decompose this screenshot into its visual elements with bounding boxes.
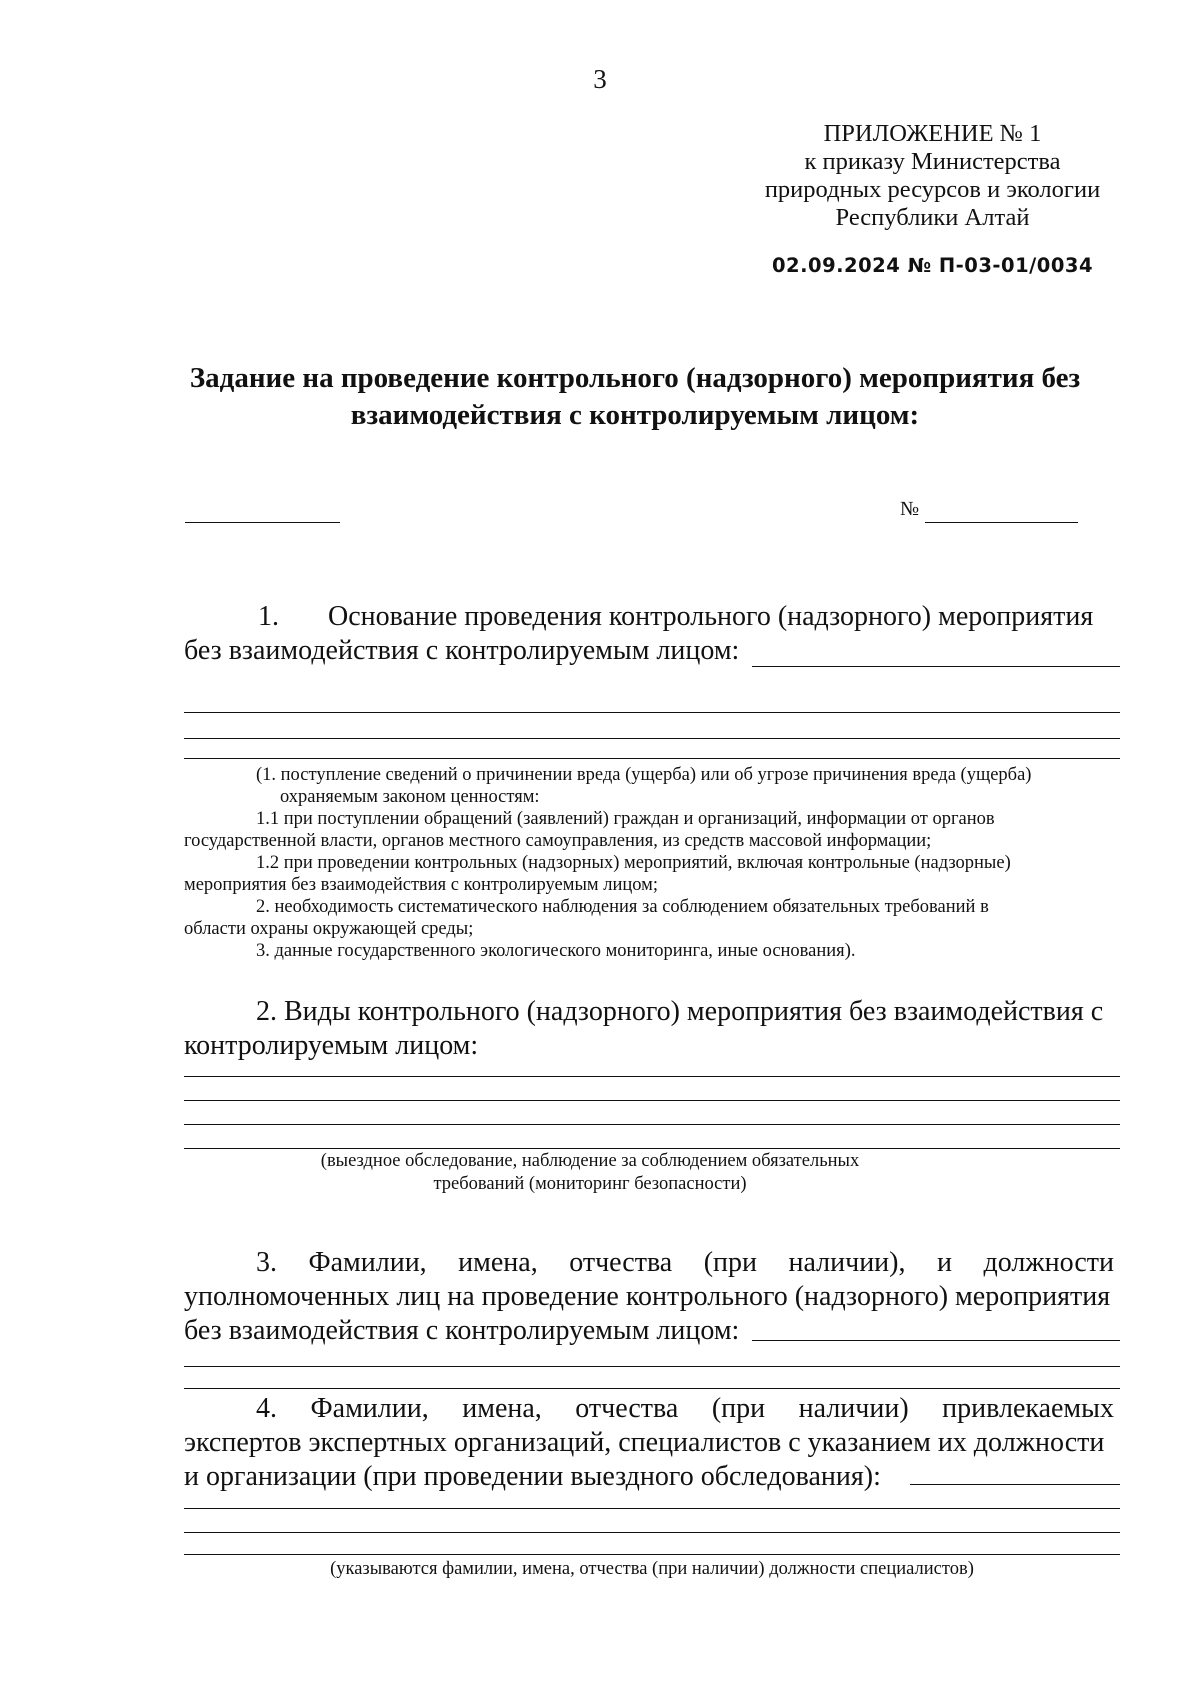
section3-blank-line — [184, 1366, 1120, 1367]
order-number: 02.09.2024 № П-03-01/0034 — [771, 254, 1094, 277]
section2 — [184, 995, 1114, 1063]
section3-word: имена, — [458, 1247, 538, 1278]
section1-blank-line — [184, 712, 1120, 713]
section4-word: Фамилии, — [310, 1393, 429, 1424]
section3-line1 — [184, 1246, 1114, 1280]
section4-line2: экспертов экспертных организаций, специалистов с указанием их должности — [184, 1427, 1105, 1458]
section3 — [184, 1246, 1114, 1348]
date-blank-line — [185, 522, 340, 523]
section1-blank-line — [184, 738, 1120, 739]
note-line: 1.1 при поступлении обращений (заявлений) граждан и организаций, информации от органов — [256, 809, 995, 829]
note-line: (1. поступление сведений о причинении вреда (ущерба) или об угрозе причинения вреда (ущерба) — [256, 765, 1032, 785]
caption-line: требований (мониторинг безопасности) — [433, 1174, 747, 1194]
appendix-line: ПРИЛОЖЕНИЕ № 1 — [823, 120, 1042, 147]
section4-word: привлекаемых — [942, 1393, 1114, 1424]
appendix-line: Республики Алтай — [835, 204, 1030, 231]
section3-inline-blank — [752, 1340, 1120, 1341]
section4-word: имена, — [462, 1393, 542, 1424]
section4-word: наличии) — [798, 1393, 909, 1424]
section2-line2: контролируемым лицом: — [184, 1030, 479, 1061]
section2-line1: 2. Виды контрольного (надзорного) мероприятия без взаимодействия с — [256, 996, 1104, 1027]
number-label: № — [900, 498, 920, 520]
section3-word: 3. — [256, 1247, 277, 1278]
note-line: охраняемым законом ценностям: — [280, 787, 540, 807]
section1-number: 1. — [258, 601, 279, 632]
caption-line: (выездное обследование, наблюдение за соблюдением обязательных — [320, 1151, 860, 1171]
number-blank-line — [925, 522, 1078, 523]
section1-line1 — [184, 600, 1114, 634]
section1 — [184, 600, 1114, 668]
section3-word: и — [936, 1247, 952, 1278]
section3-word: отчества — [569, 1247, 673, 1278]
section4-line1 — [184, 1392, 1114, 1426]
section4 — [184, 1392, 1114, 1494]
appendix-line: к приказу Министерства — [804, 148, 1061, 175]
section2-blank-line — [184, 1100, 1120, 1101]
section3-word: (при — [703, 1247, 758, 1278]
section4-word: (при — [711, 1393, 766, 1424]
section3-line3: без взаимодействия с контролируемым лицом: — [184, 1315, 740, 1346]
note-line: 2. необходимость систематического наблюдения за соблюдением обязательных требований в — [256, 897, 989, 917]
section4-word: отчества — [575, 1393, 679, 1424]
note-line: государственной власти, органов местного самоуправления, из средств массовой информации; — [184, 831, 932, 851]
title-line: взаимодействия с контролируемым лицом: — [350, 399, 920, 431]
section4-blank-line — [184, 1554, 1120, 1555]
section4-blank-line — [184, 1532, 1120, 1533]
section1-blank-line — [184, 758, 1120, 759]
section1-inline-blank — [752, 666, 1120, 667]
section4-blank-line — [184, 1508, 1120, 1509]
section2-blank-line — [184, 1124, 1120, 1125]
section4-caption: (указываются фамилии, имена, отчества (при наличии) должности специалистов) — [330, 1559, 974, 1579]
section3-word: наличии), — [788, 1247, 906, 1278]
section3-word: Фамилии, — [308, 1247, 427, 1278]
section2-blank-line — [184, 1148, 1120, 1149]
section1-notes — [184, 764, 1124, 962]
section1-heading: Основание проведения контрольного (надзорного) мероприятия — [328, 601, 1094, 632]
section3-blank-line — [184, 1388, 1120, 1389]
section2-blank-line — [184, 1076, 1120, 1077]
section2-caption — [290, 1150, 890, 1196]
note-line: мероприятия без взаимодействия с контролируемым лицом; — [184, 875, 659, 895]
section4-inline-blank — [910, 1484, 1120, 1485]
note-line: 1.2 при проведении контрольных (надзорных) мероприятий, включая контрольные (надзорные) — [256, 853, 1011, 873]
section4-word: 4. — [256, 1393, 277, 1424]
section4-line3: и организации (при проведении выездного обследования): — [184, 1461, 881, 1492]
title-line: Задание на проведение контрольного (надзорного) мероприятия без — [189, 362, 1081, 394]
appendix-header — [760, 120, 1105, 232]
appendix-line: природных ресурсов и экологии — [764, 176, 1101, 203]
document-title — [170, 360, 1100, 434]
note-line: области охраны окружающей среды; — [184, 919, 474, 939]
page-number: 3 — [593, 64, 607, 94]
note-line: 3. данные государственного экологического мониторинга, иные основания). — [256, 941, 856, 961]
section3-word: должности — [983, 1247, 1114, 1278]
section1-line2: без взаимодействия с контролируемым лицом: — [184, 635, 740, 666]
section3-line2: уполномоченных лиц на проведение контрольного (надзорного) мероприятия — [184, 1281, 1111, 1312]
